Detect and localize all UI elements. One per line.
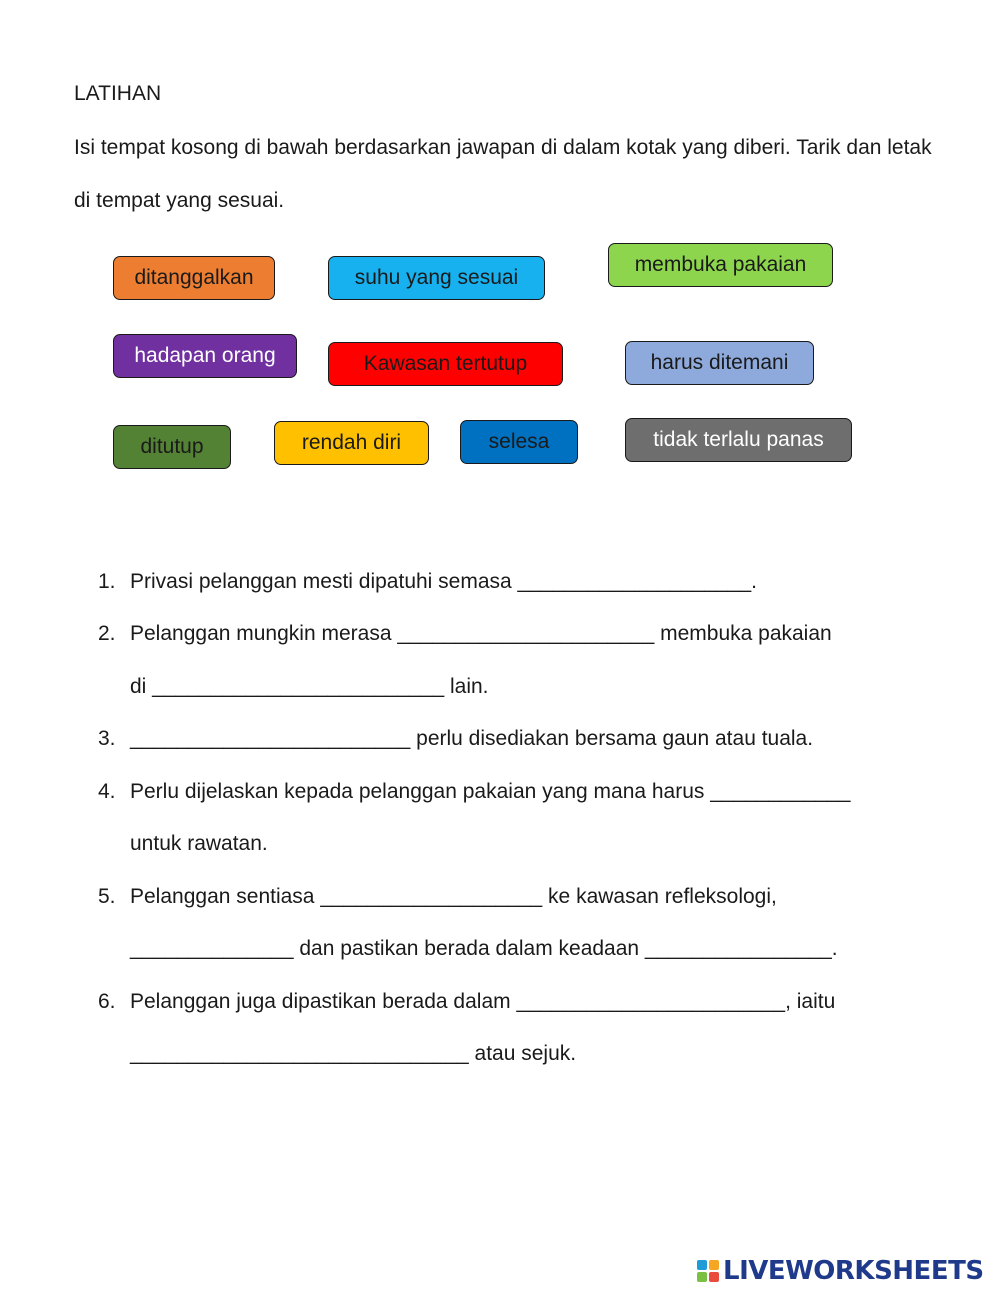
question-text[interactable]: Privasi pelanggan mesti dipatuhi semasa ____________________. (130, 570, 757, 593)
brand-letter-block (709, 1260, 719, 1270)
question-number: 3. (98, 727, 116, 750)
chip-label: ditutup (140, 435, 204, 458)
question-text[interactable]: ______________ dan pastikan berada dalam keadaan ________________. (130, 937, 838, 960)
question-text: untuk rawatan. (130, 832, 268, 855)
chip-label: rendah diri (301, 431, 402, 454)
answer-chip[interactable] (460, 420, 578, 464)
brand-mark-icon (697, 1260, 719, 1282)
answer-chip[interactable] (113, 334, 297, 378)
chip-label: ditanggalkan (134, 266, 254, 289)
question-text[interactable]: Perlu dijelaskan kepada pelanggan pakaian yang mana harus ____________ (130, 780, 851, 803)
question-text[interactable]: di _________________________ lain. (130, 675, 489, 698)
answer-chip[interactable] (274, 421, 429, 465)
brand-logo (697, 1256, 984, 1286)
brand-name: LIVEWORKSHEETS (723, 1256, 984, 1286)
answer-chip[interactable] (113, 425, 231, 469)
question-text[interactable]: Pelanggan sentiasa ___________________ ke kawasan refleksologi, (130, 885, 777, 908)
answer-chip[interactable] (328, 342, 563, 386)
question-number: 2. (98, 622, 116, 645)
chip-label: Kawasan tertutup (363, 352, 528, 375)
question-text[interactable]: Pelanggan mungkin merasa ______________________ membuka pakaian (130, 622, 832, 645)
question-number: 1. (98, 570, 116, 593)
chip-label: harus ditemani (650, 351, 789, 374)
question-number: 4. (98, 780, 116, 803)
brand-letter-block (697, 1272, 707, 1282)
page-title: LATIHAN (74, 82, 162, 105)
question-text[interactable]: _____________________________ atau sejuk. (130, 1042, 577, 1065)
question-number: 5. (98, 885, 116, 908)
instruction-text: Isi tempat kosong di bawah berdasarkan jawapan di dalam kotak yang diberi. Tarik dan letak di tempat yang sesuai. (74, 136, 932, 212)
chip-label: selesa (488, 430, 550, 453)
question-text[interactable]: Pelanggan juga dipastikan berada dalam _______________________, iaitu (130, 990, 836, 1013)
answer-chip[interactable] (625, 341, 814, 385)
chip-label: suhu yang sesuai (354, 266, 519, 289)
chip-label: hadapan orang (134, 344, 276, 367)
chip-label: tidak terlalu panas (653, 428, 824, 451)
chip-label: membuka pakaian (634, 253, 807, 276)
answer-chip[interactable] (328, 256, 545, 300)
brand-letter-block (697, 1260, 707, 1270)
brand-letter-block (709, 1272, 719, 1282)
answer-chip[interactable] (625, 418, 852, 462)
question-number: 6. (98, 990, 116, 1013)
answer-chip[interactable] (608, 243, 833, 287)
question-text[interactable]: ________________________ perlu disediakan bersama gaun atau tuala. (130, 727, 814, 750)
answer-chip[interactable] (113, 256, 275, 300)
